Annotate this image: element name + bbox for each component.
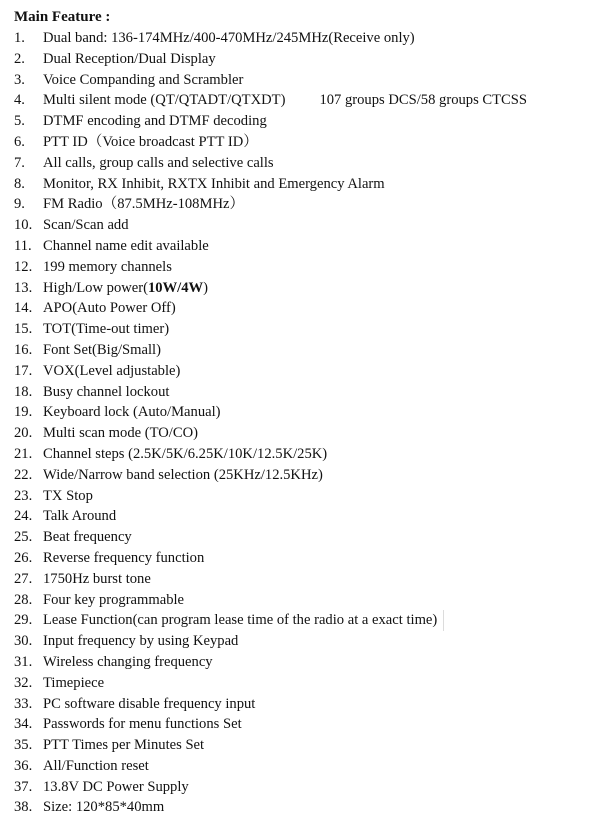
feature-item xyxy=(14,590,605,611)
feature-item xyxy=(14,215,605,236)
feature-item xyxy=(14,28,605,49)
feature-number: 12. xyxy=(14,258,33,275)
feature-text-suffix: ) xyxy=(203,279,208,296)
feature-number: 19. xyxy=(14,404,33,421)
feature-text: FM Radio（87.5MHz-108MHz） xyxy=(43,196,245,213)
feature-item xyxy=(14,631,605,652)
feature-text-line xyxy=(43,777,189,798)
feature-number: 1. xyxy=(14,30,25,46)
feature-number: 4. xyxy=(14,92,25,109)
feature-number: 38. xyxy=(14,799,33,816)
feature-text: Size: 120*85*40mm xyxy=(43,799,165,816)
feature-text-line xyxy=(43,361,180,382)
feature-text-line xyxy=(43,444,327,465)
feature-item xyxy=(14,174,605,195)
feature-item xyxy=(14,153,605,174)
feature-number: 28. xyxy=(14,591,33,608)
feature-text-line xyxy=(43,49,216,70)
feature-item xyxy=(14,610,605,631)
feature-text: Talk Around xyxy=(43,508,117,525)
page-title: Main Feature : xyxy=(14,9,111,25)
feature-item xyxy=(14,735,605,756)
feature-text-line xyxy=(43,590,184,611)
feature-text: 199 memory channels xyxy=(43,258,172,275)
feature-number: 27. xyxy=(14,570,33,587)
feature-item xyxy=(14,382,605,403)
feature-number: 10. xyxy=(14,217,33,234)
feature-text: Keyboard lock (Auto/Manual) xyxy=(43,404,221,421)
feature-text-line xyxy=(43,278,208,299)
feature-text-line xyxy=(43,694,255,715)
feature-number: 32. xyxy=(14,674,33,691)
feature-item xyxy=(14,714,605,735)
feature-text-line xyxy=(43,90,527,111)
feature-number: 18. xyxy=(14,383,33,400)
feature-number: 6. xyxy=(14,133,25,150)
feature-text-line xyxy=(43,298,176,319)
feature-text-line xyxy=(43,70,243,91)
feature-number: 14. xyxy=(14,300,33,317)
feature-text-line xyxy=(43,423,198,444)
feature-text: Font Set(Big/Small) xyxy=(43,341,161,358)
feature-item xyxy=(14,527,605,548)
feature-item xyxy=(14,111,605,132)
feature-item xyxy=(14,444,605,465)
feature-text: High/Low power( xyxy=(43,279,148,296)
feature-number: 16. xyxy=(14,341,33,358)
feature-item xyxy=(14,257,605,278)
feature-number: 22. xyxy=(14,466,33,483)
feature-text: Wireless changing frequency xyxy=(43,653,213,670)
feature-number: 9. xyxy=(14,196,25,213)
feature-text: Lease Function(can program lease time of the radio at a exact time) xyxy=(43,612,438,629)
feature-text-line xyxy=(43,714,242,735)
feature-item xyxy=(14,49,605,70)
feature-number: 35. xyxy=(14,737,33,754)
feature-text: Channel steps (2.5K/5K/6.25K/10K/12.5K/25K) xyxy=(43,445,328,462)
feature-text: Input frequency by using Keypad xyxy=(43,633,239,650)
feature-item xyxy=(14,694,605,715)
feature-text-line xyxy=(43,631,238,652)
feature-text: Beat frequency xyxy=(43,529,132,546)
feature-text: Monitor, RX Inhibit, RXTX Inhibit and Emergency Alarm xyxy=(43,175,385,192)
feature-text-line xyxy=(43,486,93,507)
feature-number: 8. xyxy=(14,175,25,192)
feature-text-line xyxy=(43,382,169,403)
feature-item xyxy=(14,486,605,507)
feature-number: 26. xyxy=(14,549,33,566)
feature-number: 2. xyxy=(14,50,25,67)
feature-item xyxy=(14,194,605,215)
feature-item xyxy=(14,569,605,590)
feature-text-line xyxy=(43,465,323,486)
feature-text: APO(Auto Power Off) xyxy=(43,300,176,317)
feature-number: 37. xyxy=(14,778,33,795)
feature-item xyxy=(14,319,605,340)
feature-text: Reverse frequency function xyxy=(43,549,205,566)
feature-item xyxy=(14,797,605,818)
feature-number: 5. xyxy=(14,113,25,130)
feature-text: TOT(Time-out timer) xyxy=(43,321,170,338)
feature-item xyxy=(14,673,605,694)
feature-text: Dual band: 136-174MHz/400-470MHz/245MHz(Receive only) xyxy=(43,30,415,46)
feature-item xyxy=(14,506,605,527)
feature-text: Voice Companding and Scrambler xyxy=(43,71,244,88)
feature-text-line xyxy=(43,548,204,569)
feature-number: 23. xyxy=(14,487,33,504)
feature-text-line xyxy=(43,236,209,257)
feature-item xyxy=(14,548,605,569)
feature-item xyxy=(14,132,605,153)
feature-number: 13. xyxy=(14,279,33,296)
feature-bold-value: 10W/4W xyxy=(147,279,204,296)
feature-number: 17. xyxy=(14,362,33,379)
feature-text: Timepiece xyxy=(43,674,105,691)
feature-number: 36. xyxy=(14,757,33,774)
feature-item xyxy=(14,90,605,111)
feature-text: Wide/Narrow band selection (25KHz/12.5KHz) xyxy=(43,466,323,483)
feature-text: Passwords for menu functions Set xyxy=(43,716,242,733)
feature-number: 34. xyxy=(14,716,33,733)
feature-text-line xyxy=(43,215,129,236)
feature-text: All/Function reset xyxy=(43,757,149,774)
feature-number: 33. xyxy=(14,695,33,712)
feature-extra-text: 107 groups DCS/58 groups CTCSS xyxy=(319,92,528,109)
feature-text-line xyxy=(43,153,274,174)
feature-item xyxy=(14,465,605,486)
feature-text-line xyxy=(43,340,161,361)
feature-text: Multi scan mode (TO/CO) xyxy=(43,425,198,442)
feature-text-line xyxy=(43,257,172,278)
feature-text-line xyxy=(43,569,151,590)
feature-number: 24. xyxy=(14,508,33,525)
feature-item xyxy=(14,70,605,91)
feature-text: PTT Times per Minutes Set xyxy=(43,737,205,754)
feature-text-line xyxy=(43,735,204,756)
feature-text-line xyxy=(43,797,164,818)
feature-text-line xyxy=(43,402,221,423)
feature-number: 21. xyxy=(14,445,33,462)
feature-text: Dual Reception/Dual Display xyxy=(43,50,216,67)
feature-item xyxy=(14,402,605,423)
feature-number: 3. xyxy=(14,71,25,88)
feature-text-line xyxy=(43,174,385,195)
feature-text: Channel name edit available xyxy=(43,237,209,254)
feature-text: TX Stop xyxy=(43,487,93,504)
feature-item xyxy=(14,756,605,777)
feature-number: 15. xyxy=(14,321,33,338)
feature-text-line xyxy=(43,132,258,153)
feature-text: VOX(Level adjustable) xyxy=(43,362,181,379)
feature-item xyxy=(14,777,605,798)
feature-text: Busy channel lockout xyxy=(43,383,170,400)
feature-text-line xyxy=(43,319,169,340)
feature-text: Four key programmable xyxy=(43,591,185,608)
feature-text-line xyxy=(43,756,149,777)
feature-text-line xyxy=(43,111,267,132)
feature-number: 20. xyxy=(14,425,33,442)
feature-number: 29. xyxy=(14,612,33,629)
feature-text: 1750Hz burst tone xyxy=(43,570,151,587)
feature-item xyxy=(14,278,605,299)
feature-item xyxy=(14,340,605,361)
feature-number: 11. xyxy=(14,237,32,254)
feature-text: PC software disable frequency input xyxy=(43,695,256,712)
feature-text: Scan/Scan add xyxy=(43,217,129,234)
feature-text: DTMF encoding and DTMF decoding xyxy=(43,113,267,130)
feature-text: All calls, group calls and selective calls xyxy=(43,154,274,171)
feature-text-line xyxy=(43,194,244,215)
feature-text-line xyxy=(43,610,444,631)
feature-text-line xyxy=(43,673,104,694)
feature-item xyxy=(14,361,605,382)
feature-item xyxy=(14,298,605,319)
feature-text-line xyxy=(43,28,415,49)
feature-text: 13.8V DC Power Supply xyxy=(43,778,189,795)
feature-text-line xyxy=(43,527,132,548)
feature-number: 25. xyxy=(14,529,33,546)
feature-text-line xyxy=(43,652,213,673)
feature-item xyxy=(14,652,605,673)
feature-number: 7. xyxy=(14,154,25,171)
feature-item xyxy=(14,236,605,257)
feature-text: Multi silent mode (QT/QTADT/QTXDT) xyxy=(43,92,286,109)
feature-text: PTT ID（Voice broadcast PTT ID） xyxy=(43,133,258,150)
feature-item xyxy=(14,423,605,444)
feature-number: 31. xyxy=(14,653,33,670)
feature-number: 30. xyxy=(14,633,33,650)
feature-text-line xyxy=(43,506,116,527)
feature-list xyxy=(14,28,605,818)
